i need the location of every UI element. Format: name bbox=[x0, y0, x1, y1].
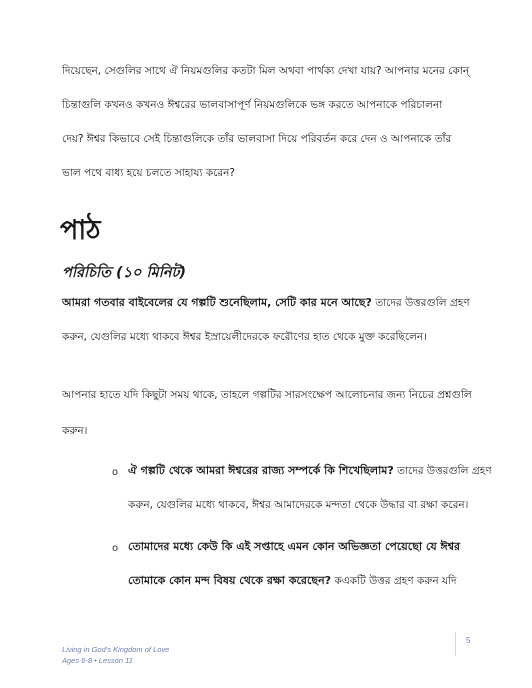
bullet-2-question: তোমাদের মধ্যে কেউ কি এই সপ্তাহে এমন কোন অভিজ্ঞতা পেয়েছো যে ঈশ্বর bbox=[128, 540, 461, 553]
paragraph-line-2: চিন্তাগুলি কখনও কখনও ঈশ্বরের ভালবাসাপূর্ণ নিয়মগুলিকে ভঙ্গ করতে আপনাকে পরিচালনা bbox=[62, 99, 443, 111]
bullet-2-question-cont: তোমাকে কোন মন্দ বিষয় থেকে রক্ষা করেছেন? bbox=[128, 574, 332, 587]
intro-line-1-rest: তাদের উত্তরগুলি গ্রহণ bbox=[371, 297, 470, 309]
instruction-line-1: আপনার হাতে যদি কিছুটা সময় থাকে, তাহলে গল্পটির সারসংক্ষেপ আলোচনার জন্য নিচের প্রশ্নগুলি bbox=[62, 389, 472, 401]
instruction-line-2: করুন। bbox=[62, 425, 88, 437]
paragraph-line-3: দেয়? ঈশ্বর কিভাবে সেই চিন্তাগুলিকে তাঁর ভালবাসা দিয়ে পরিবর্তন করে দেন ও আপনাকে তাঁর bbox=[62, 133, 452, 145]
intro-heading: পরিচিতি (১০ মিনিট) bbox=[62, 265, 187, 281]
paragraph-line-4: ভাল পথে বাধ্য হয়ে চলতে সাহায্য করেন? bbox=[62, 167, 236, 179]
footer-divider bbox=[455, 632, 456, 656]
intro-question: আমরা গতবার বাইবেলের যে গল্পটি শুনেছিলাম, সেটি কার মনে আছে? bbox=[62, 296, 372, 309]
bullet-2-rest: কএকটি উত্তর গ্রহণ করুন যদি bbox=[331, 575, 457, 587]
bullet-1-question: ঐ গল্পটি থেকে আমরা ঈশ্বরের রাজ্য সম্পর্কে কি শিখেছিলাম? bbox=[128, 464, 394, 477]
intro-line-1 bbox=[62, 296, 470, 310]
bullet-marker-2: o bbox=[112, 543, 119, 554]
lesson-heading: পাঠ bbox=[60, 215, 101, 246]
footer-subtitle: Ages 6-8 • Lesson 11 bbox=[62, 656, 133, 665]
bullet-1-line-1 bbox=[128, 464, 492, 478]
footer-title: Living in God's Kingdom of Love bbox=[62, 645, 170, 654]
page-number: 5 bbox=[466, 636, 471, 645]
bullet-marker-1: o bbox=[112, 467, 119, 478]
footer bbox=[62, 644, 169, 666]
bullet-2-line-2 bbox=[128, 574, 457, 588]
paragraph-line-1: দিয়েছেন, সেগুলির সাথে ঐ নিয়মগুলির কতটা মিল অথবা পার্থক্য দেখা যায়? আপনার মনের কোন্ bbox=[62, 65, 470, 77]
bullet-1-line-2: করুন, যেগুলির মধ্যে থাকবে, ঈশ্বর আমাদেরকে মন্দতা থেকে উদ্ধার বা রক্ষা করেন। bbox=[128, 499, 469, 511]
intro-line-2: করুন, যেগুলির মধ্যে থাকবে ঈশ্বর ইস্রায়েলীদেরকে ফরৌণের হাত থেকে মুক্ত করেছিলেন। bbox=[62, 331, 427, 343]
bullet-2-line-1 bbox=[128, 540, 460, 554]
bullet-1-rest: তাদের উত্তরগুলি গ্রহণ bbox=[393, 465, 492, 477]
